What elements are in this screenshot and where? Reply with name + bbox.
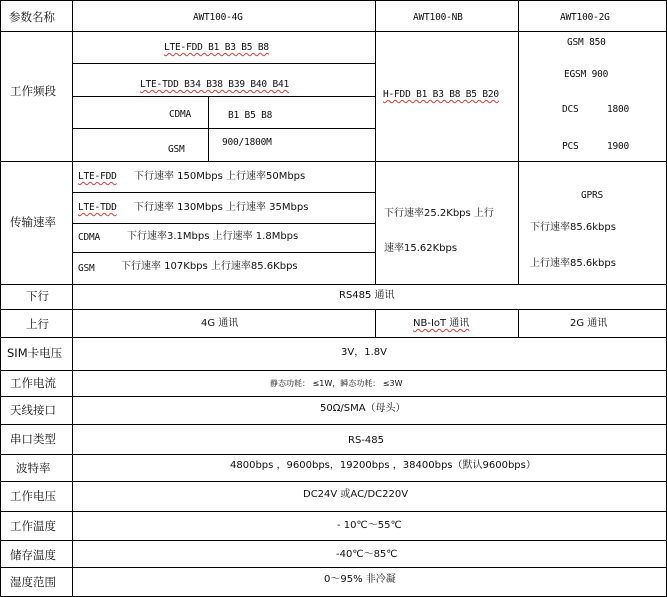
grid-line: [0, 567, 666, 568]
grid-line: [72, 63, 375, 64]
humidity-label: 湿度范围: [10, 575, 56, 589]
header-col-4g: AWT100-4G: [193, 12, 243, 23]
grid-line: [0, 31, 666, 32]
grid-line: [518, 0, 519, 284]
rate-cdma-name: CDMA: [78, 232, 101, 243]
grid-line: [0, 161, 666, 162]
baud-label: 波特率: [16, 461, 51, 475]
grid-line: [0, 540, 666, 541]
grid-line: [72, 223, 375, 224]
grid-line: [0, 481, 666, 482]
grid-line: [72, 0, 73, 597]
rate-gsm-value: 下行速率 107Kbps 上行速率85.6Kbps: [121, 261, 298, 272]
rate-label: 传输速率: [10, 215, 56, 229]
rate-nb-line1: 下行速率25.2Kbps 上行: [384, 208, 494, 219]
antenna-value: 50Ω/SMA（母头）: [320, 403, 406, 414]
rate-cdma-value: 下行速率3.1Mbps 上行速率 1.8Mbps: [127, 231, 299, 242]
band-lte-tdd: LTE-TDD B34 B38 B39 B40 B41: [140, 79, 290, 90]
header-col-2g: AWT100-2G: [560, 12, 610, 23]
grid-line: [0, 396, 666, 397]
rate-gsm-name: GSM: [78, 263, 95, 274]
serial-label: 串口类型: [10, 432, 56, 446]
grid-line: [72, 192, 375, 193]
work-temp-label: 工作温度: [10, 519, 56, 533]
rate-gprs: GPRS: [581, 190, 604, 201]
header-col-nb: AWT100-NB: [413, 12, 463, 23]
grid-line: [375, 161, 376, 284]
grid-line: [375, 0, 376, 161]
voltage-label: 工作电压: [10, 489, 56, 503]
rate-lte-tdd-value: 下行速率 130Mbps 上行速率 35Mbps: [134, 202, 309, 213]
grid-line: [0, 284, 666, 285]
sim-label: SIM卡电压: [7, 346, 63, 360]
header-param: 参数名称: [9, 10, 55, 24]
current-value: 静态功耗： ≤1W，瞬态功耗： ≤3W: [270, 379, 403, 388]
downlink-label: 下行: [26, 289, 49, 303]
band-gsm-name: GSM: [168, 144, 185, 155]
band-egsm900: EGSM 900: [564, 69, 609, 80]
band-dcs-name: DCS: [562, 104, 579, 115]
band-cdma-name: CDMA: [169, 109, 192, 120]
band-cdma-value: B1 B5 B8: [228, 110, 273, 121]
grid-line: [0, 309, 666, 310]
grid-line: [0, 424, 666, 425]
grid-line: [518, 309, 519, 337]
grid-line: [0, 0, 666, 1]
grid-line: [0, 337, 666, 338]
band-gsm-value: 900/1800M: [222, 137, 272, 148]
rate-lte-fdd-name: LTE-FDD: [78, 171, 117, 182]
humidity-value: 0～95% 非冷凝: [324, 574, 396, 585]
antenna-label: 天线接口: [10, 403, 56, 417]
grid-line: [0, 370, 666, 371]
rate-2g-down: 下行速率85.6kbps: [530, 222, 616, 233]
rate-lte-tdd-name: LTE-TDD: [78, 202, 117, 213]
store-temp-label: 储存温度: [10, 548, 56, 562]
grid-line: [0, 511, 666, 512]
grid-line: [0, 454, 666, 455]
grid-line: [375, 309, 376, 337]
band-dcs-value: 1800: [607, 104, 630, 115]
band-gsm850: GSM 850: [567, 37, 606, 48]
band-nb-value: H-FDD B1 B3 B8 B5 B20: [383, 89, 499, 100]
band-label: 工作频段: [10, 84, 56, 98]
uplink-4g: 4G 通讯: [201, 318, 239, 329]
serial-value: RS-485: [348, 435, 384, 446]
grid-line: [208, 96, 209, 161]
baud-value: 4800bps ，9600bps，19200bps ，38400bps（默认9600bps）: [230, 460, 536, 471]
downlink-value: RS485 通讯: [339, 290, 395, 301]
rate-lte-fdd-value: 下行速率 150Mbps 上行速率50Mbps: [134, 171, 306, 182]
band-pcs-name: PCS: [562, 141, 579, 152]
grid-line: [72, 252, 375, 253]
rate-2g-up: 上行速率85.6kbps: [530, 258, 616, 269]
grid-line: [72, 128, 375, 129]
rate-nb-line2: 速率15.62Kbps: [384, 243, 458, 254]
sim-value: 3V，1.8V: [341, 347, 387, 358]
uplink-label: 上行: [26, 317, 49, 331]
work-temp-value: - 10℃～55℃: [337, 520, 402, 531]
store-temp-value: -40℃～85℃: [336, 549, 398, 560]
grid-line: [0, 0, 1, 597]
band-lte-fdd: LTE-FDD B1 B3 B5 B8: [164, 42, 269, 53]
band-pcs-value: 1900: [607, 141, 630, 152]
uplink-2g: 2G 通讯: [570, 318, 608, 329]
voltage-value: DC24V 或AC/DC220V: [303, 489, 409, 500]
uplink-nb: NB-IoT 通讯: [413, 318, 470, 329]
grid-line: [72, 96, 375, 97]
current-label: 工作电流: [10, 376, 56, 390]
